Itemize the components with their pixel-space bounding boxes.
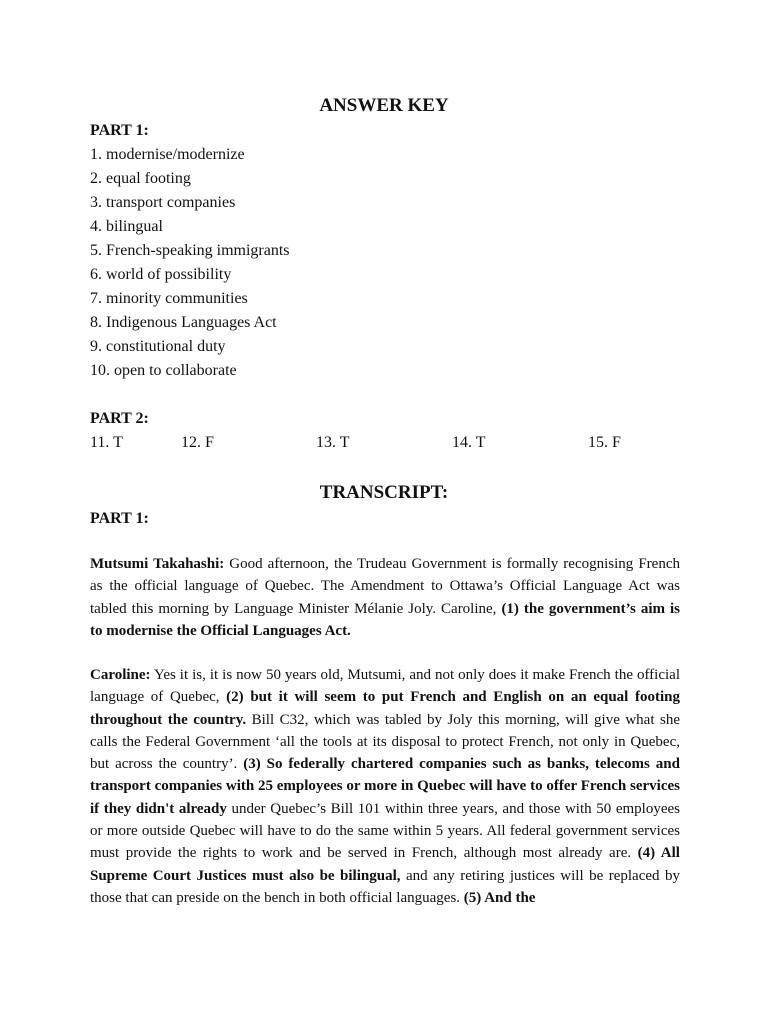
answer-item: 2. equal footing <box>90 170 191 187</box>
transcript-title: TRANSCRIPT: <box>319 482 449 503</box>
answer-item: 10. open to collaborate <box>90 362 237 379</box>
answer-key-title: ANSWER KEY <box>319 95 449 116</box>
answer-highlight: (3) So federally chartered companies such as banks, telecoms and transport companies with 25 employees or more in Quebec will have to offer French services if they didn't already <box>90 756 680 817</box>
answer-item: 4. bilingual <box>90 218 163 235</box>
tf-item: 11. T <box>90 434 123 451</box>
answer-item: 7. minority communities <box>90 290 248 307</box>
paragraph-text: Yes it is, it is now 50 years old, Mutsumi, and not only does it make French the official language of Quebec, <box>90 667 680 706</box>
transcript-part1-heading: PART 1: <box>90 510 149 527</box>
paragraph-text: under Quebec’s Bill 101 within three years, and those with 50 employees or more outside Quebec will have to do the same within 5 years. All federal government services must provide the rights to work and be served in French, although most already are. <box>90 800 680 862</box>
answer-item: 6. world of possibility <box>90 266 232 283</box>
answer-highlight: (1) the government’s aim is to modernise the Official Languages Act. <box>90 600 681 639</box>
paragraph-text: Bill C32, which was tabled by Joly this morning, will give what she calls the Federal Government ‘all the tools at its disposal to protect French, not only in Quebec, but across the country’. <box>90 711 680 773</box>
speaker-name: Mutsumi Takahashi: <box>90 556 225 572</box>
answer-item: 1. modernise/modernize <box>90 146 245 163</box>
answer-highlight: (2) but it will seem to put French and English on an equal footing throughout the country. <box>90 689 680 728</box>
answer-item: 5. French-speaking immigrants <box>90 242 290 259</box>
paragraph-text: Good afternoon, the Trudeau Government is formally recognising French as the official language of Quebec. The Amendment to Ottawa’s Official Language Act was tabled this morning by Language Minister Mélanie Joly. Caroline, <box>90 556 680 617</box>
answer-item: 8. Indigenous Languages Act <box>90 314 277 331</box>
answer-item: 9. constitutional duty <box>90 338 226 355</box>
tf-item: 12. F <box>181 434 214 451</box>
transcript-paragraph <box>90 553 680 642</box>
tf-item: 13. T <box>316 434 350 451</box>
answer-highlight: (5) And the <box>463 889 536 906</box>
answer-highlight: (4) All Supreme Court Justices must also be bilingual, <box>90 845 680 884</box>
tf-item: 15. F <box>588 434 621 451</box>
part1-heading: PART 1: <box>90 122 149 139</box>
answer-item: 3. transport companies <box>90 194 236 211</box>
speaker-name: Caroline: <box>90 667 151 683</box>
part2-heading: PART 2: <box>90 410 149 427</box>
paragraph-text: and any retiring justices will be replaced by those that can preside on the bench in both official languages. <box>90 867 681 906</box>
transcript-paragraph <box>90 664 680 909</box>
tf-item: 14. T <box>452 434 486 451</box>
